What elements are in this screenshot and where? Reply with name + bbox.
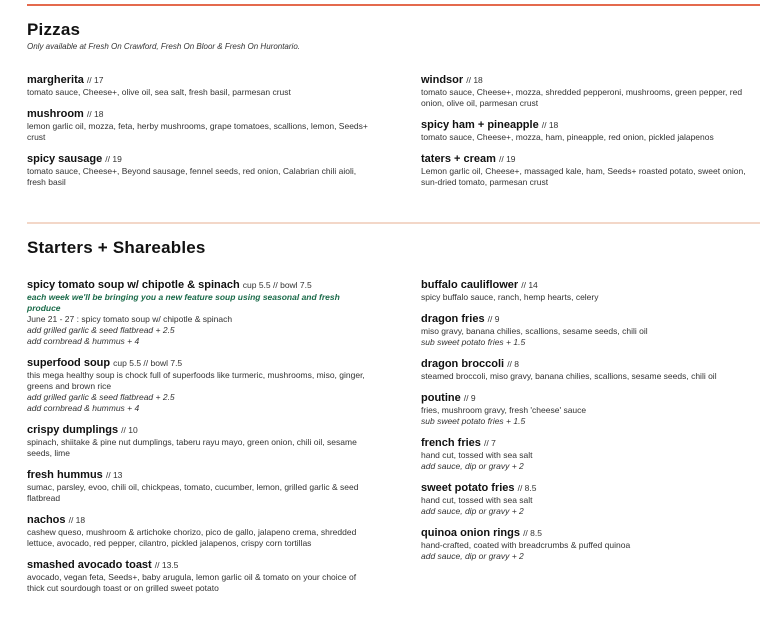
item-name: fresh hummus (27, 469, 103, 481)
starters-title: Starters + Shareables (27, 238, 206, 257)
item-price: // 10 (121, 425, 138, 435)
item-addon: sub sweet potato fries + 1.5 (421, 337, 526, 347)
menu-item (27, 74, 372, 98)
item-name: nachos (27, 514, 66, 526)
item-description: steamed broccoli, miso gravy, banana chilies, scallions, sesame seeds, chili oil (421, 371, 717, 381)
item-name: taters + cream (421, 153, 496, 165)
menu-item (421, 279, 760, 303)
item-price: // 13 (105, 470, 123, 480)
item-price: // 18 (541, 120, 559, 130)
item-description: miso gravy, banana chilies, scallions, sesame seeds, chili oil (421, 326, 648, 336)
item-description: lemon garlic oil, mozza, feta, herby mushrooms, grape tomatoes, scallions, lemon, Seeds+ crust (27, 121, 368, 142)
menu-item (27, 153, 372, 188)
item-addon: add sauce, dip or gravy + 2 (421, 506, 524, 516)
item-description: hand cut, tossed with sea salt (421, 495, 533, 505)
item-name: spicy tomato soup w/ chipotle & spinach (27, 279, 240, 291)
item-name: dragon fries (421, 313, 485, 325)
item-description: tomato sauce, Cheese+, Beyond sausage, fennel seeds, red onion, Calabrian chili aioli, fresh basil (27, 166, 357, 187)
item-name: sweet potato fries (421, 482, 515, 494)
menu-item (27, 469, 372, 504)
item-price: // 19 (498, 154, 516, 164)
menu-item (421, 358, 760, 382)
item-name: margherita (27, 74, 84, 86)
menu-item (421, 437, 760, 472)
item-price: // 19 (105, 154, 122, 164)
item-name: mushroom (27, 108, 84, 120)
pizzas-right-column (421, 74, 760, 198)
pizzas-left-column (27, 74, 372, 198)
item-description: Lemon garlic oil, Cheese+, massaged kale, ham, Seeds+ roasted potato, sweet onion, sun-dried tomato, parmesan crust (421, 166, 746, 187)
item-name: spicy sausage (27, 153, 103, 165)
item-price: // 18 (86, 109, 104, 119)
item-description: this mega healthy soup is chock full of superfoods like turmeric, mushrooms, miso, ginger, greens and brown rice (27, 370, 365, 391)
item-addon: add sauce, dip or gravy + 2 (421, 461, 524, 471)
item-price: // 18 (466, 75, 483, 85)
menu-item (27, 424, 372, 459)
section-divider (27, 222, 760, 224)
item-description: spinach, shiitake & pine nut dumplings, taberu rayu mayo, green onion, chili oil, sesame seeds, lime (27, 437, 357, 458)
menu-item (421, 119, 760, 143)
pizzas-title: Pizzas (27, 20, 81, 39)
item-description: hand-crafted, coated with breadcrumbs & puffed quinoa (421, 540, 631, 550)
menu-item (27, 357, 372, 414)
item-addon: add cornbread & hummus + 4 (27, 403, 140, 413)
feature-note: each week we'll be bringing you a new feature soup using seasonal and fresh produce (27, 292, 340, 313)
item-addon: add cornbread & hummus + 4 (27, 336, 140, 346)
item-name: windsor (421, 74, 464, 86)
item-addon: add grilled garlic & seed flatbread + 2.5 (27, 392, 175, 402)
item-price: // 7 (483, 438, 496, 448)
menu-item (27, 108, 372, 143)
item-price: // 9 (487, 314, 500, 324)
item-addon: sub sweet potato fries + 1.5 (421, 416, 526, 426)
item-name: buffalo cauliflower (421, 279, 519, 291)
item-price: // 8.5 (523, 528, 542, 538)
item-description: hand cut, tossed with sea salt (421, 450, 533, 460)
item-price: // 9 (463, 393, 476, 403)
item-name: poutine (421, 392, 461, 404)
item-price: // 8.5 (517, 483, 537, 493)
menu-item (421, 392, 760, 427)
item-name: crispy dumplings (27, 424, 119, 436)
starters-right-column (421, 279, 760, 572)
item-price: cup 5.5 // bowl 7.5 (113, 358, 183, 368)
item-description: sumac, parsley, evoo, chili oil, chickpeas, tomato, cucumber, lemon, grilled garlic & seed flatbread (27, 482, 359, 503)
item-addon: add grilled garlic & seed flatbread + 2.5 (27, 325, 175, 335)
item-price: // 17 (86, 75, 104, 85)
item-name: dragon broccoli (421, 358, 505, 370)
starters-section (27, 238, 760, 593)
item-name: french fries (421, 437, 481, 449)
item-price: // 18 (68, 515, 86, 525)
item-name: spicy ham + pineapple (421, 119, 539, 131)
item-name: smashed avocado toast (27, 559, 152, 571)
item-addon: add sauce, dip or gravy + 2 (421, 551, 524, 561)
menu-item (421, 527, 760, 562)
item-name: quinoa onion rings (421, 527, 520, 539)
item-description: tomato sauce, Cheese+, mozza, shredded pepperoni, mushrooms, green pepper, red onion, olive oil, parmesan crust (421, 87, 743, 108)
item-price: // 14 (521, 280, 538, 290)
item-description: cashew queso, mushroom & artichoke chorizo, pico de gallo, jalapeno crema, shredded lettuce, avocado, red pepper, cilantro, pickled jalapenos, crispy corn tortillas (27, 527, 357, 548)
menu-item (27, 514, 372, 549)
item-description: June 21 - 27 : spicy tomato soup w/ chipotle & spinach (27, 314, 233, 324)
item-description: tomato sauce, Cheese+, olive oil, sea salt, fresh basil, parmesan crust (27, 87, 291, 97)
menu-item (421, 313, 760, 348)
item-price: // 8 (507, 359, 519, 369)
item-description: tomato sauce, Cheese+, mozza, ham, pineapple, red onion, pickled jalapenos (421, 132, 714, 142)
item-description: avocado, vegan feta, Seeds+, baby arugula, lemon garlic oil & tomato on your choice of thick cut sourdough toast or on grilled sweet potato (27, 572, 357, 593)
menu-item (27, 559, 372, 594)
item-price: cup 5.5 // bowl 7.5 (242, 280, 312, 290)
item-description: spicy buffalo sauce, ranch, hemp hearts, celery (421, 292, 599, 302)
item-description: fries, mushroom gravy, fresh 'cheese' sauce (421, 405, 587, 415)
menu-item (421, 482, 760, 517)
item-price: // 13.5 (154, 560, 179, 570)
menu-item (27, 279, 372, 347)
starters-left-column (27, 279, 372, 604)
menu-item (421, 153, 760, 188)
item-name: superfood soup (27, 357, 111, 369)
top-accent-rule (27, 4, 760, 6)
menu-item (421, 74, 760, 109)
pizzas-note: Only available at Fresh On Crawford, Fresh On Bloor & Fresh On Hurontario. (27, 42, 300, 51)
pizzas-section (27, 20, 760, 187)
